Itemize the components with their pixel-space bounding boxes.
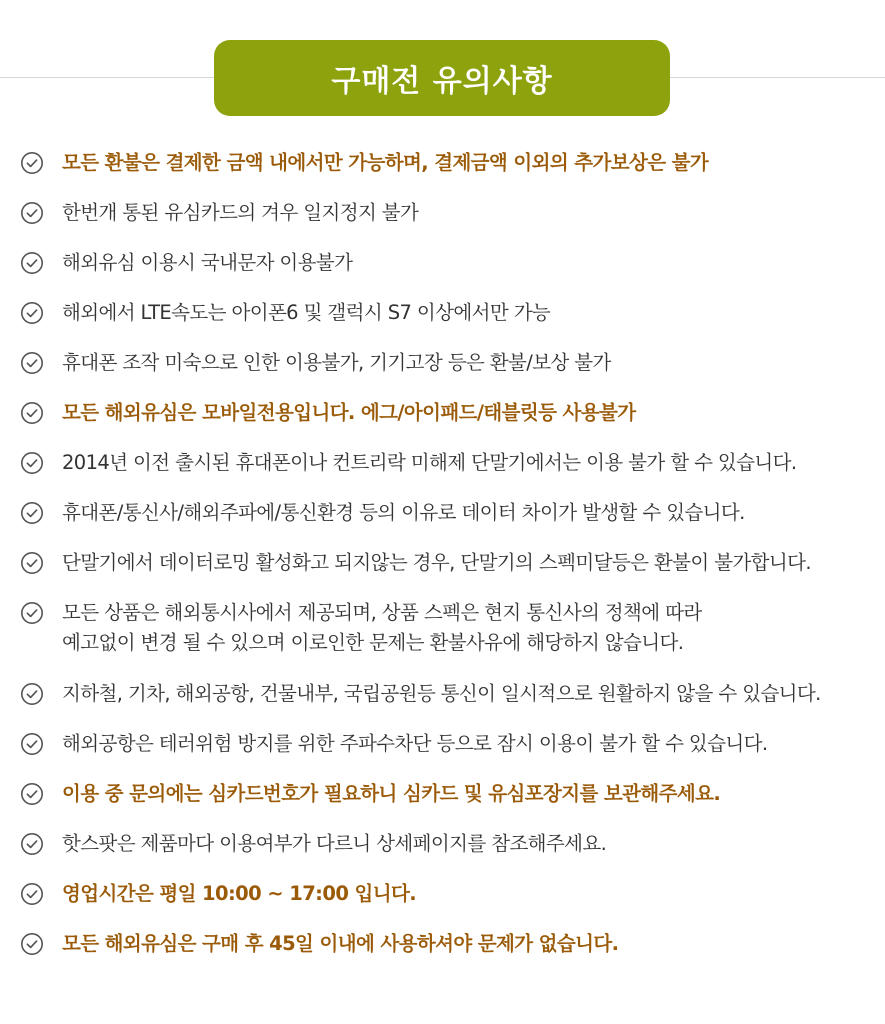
notice-item — [20, 448, 880, 478]
notice-item — [20, 298, 880, 328]
notice-item — [20, 829, 880, 859]
notice-text: 휴대폰 조작 미숙으로 인한 이용불가, 기기고장 등은 환불/보상 불가 — [62, 351, 611, 374]
notice-text: 해외공항은 테러위험 방지를 위한 주파수차단 등으로 잠시 이용이 불가 할 수 있습니다. — [62, 732, 768, 755]
notice-text: 모든 환불은 결제한 금액 내에서만 가능하며, 결제금액 이외의 추가보상은 불가 — [62, 151, 709, 174]
check-circle-icon — [20, 782, 44, 806]
check-circle-icon — [20, 832, 44, 856]
check-circle-icon — [20, 601, 44, 625]
check-circle-icon — [20, 251, 44, 275]
check-circle-icon — [20, 201, 44, 225]
notice-text: 모든 상품은 해외통시사에서 제공되며, 상품 스펙은 현지 통신사의 정책에 따라 예고없이 변경 될 수 있으며 이로인한 문제는 환불사유에 해당하지 않습니다. — [62, 601, 702, 654]
notice-text: 핫스팟은 제품마다 이용여부가 다르니 상세페이지를 참조해주세요. — [62, 832, 607, 855]
check-circle-icon — [20, 301, 44, 325]
notice-text: 이용 중 문의에는 심카드번호가 필요하니 심카드 및 유심포장지를 보관해주세요. — [62, 782, 721, 805]
notice-item — [20, 398, 880, 428]
check-circle-icon — [20, 932, 44, 956]
notice-item — [20, 729, 880, 759]
check-circle-icon — [20, 501, 44, 525]
notice-item — [20, 598, 880, 658]
check-circle-icon — [20, 151, 44, 175]
check-circle-icon — [20, 551, 44, 575]
notice-text: 영업시간은 평일 10:00 ~ 17:00 입니다. — [62, 882, 417, 905]
notice-item — [20, 348, 880, 378]
notice-text: 휴대폰/통신사/해외주파에/통신환경 등의 이유로 데이터 차이가 발생할 수 있습니다. — [62, 501, 745, 524]
notice-list — [20, 148, 880, 979]
notice-item — [20, 248, 880, 278]
notice-text: 단말기에서 데이터로밍 활성화고 되지않는 경우, 단말기의 스펙미달등은 환불이 불가합니다. — [62, 551, 811, 574]
notice-item — [20, 498, 880, 528]
page-title: 구매전 유의사항 — [214, 40, 670, 116]
notice-text: 한번개 통된 유심카드의 겨우 일지정지 불가 — [62, 201, 419, 224]
notice-text: 지하철, 기차, 해외공항, 건물내부, 국립공원등 통신이 일시적으로 원활하지 않을 수 있습니다. — [62, 682, 821, 705]
notice-item — [20, 148, 880, 178]
notice-text: 해외유심 이용시 국내문자 이용불가 — [62, 251, 353, 274]
notice-item — [20, 548, 880, 578]
check-circle-icon — [20, 882, 44, 906]
notice-text: 2014년 이전 출시된 휴대폰이나 컨트리락 미해제 단말기에서는 이용 불가 할 수 있습니다. — [62, 451, 797, 474]
notice-item — [20, 198, 880, 228]
check-circle-icon — [20, 401, 44, 425]
notice-item — [20, 929, 880, 959]
notice-text: 모든 해외유심은 구매 후 45일 이내에 사용하셔야 문제가 없습니다. — [62, 932, 619, 955]
notice-text: 해외에서 LTE속도는 아이폰6 및 갤럭시 S7 이상에서만 가능 — [62, 301, 551, 324]
check-circle-icon — [20, 451, 44, 475]
notice-item — [20, 879, 880, 909]
notice-item — [20, 779, 880, 809]
notice-text: 모든 해외유심은 모바일전용입니다. 에그/아이패드/태블릿등 사용불가 — [62, 401, 636, 424]
check-circle-icon — [20, 682, 44, 706]
check-circle-icon — [20, 732, 44, 756]
notice-item — [20, 679, 880, 709]
check-circle-icon — [20, 351, 44, 375]
